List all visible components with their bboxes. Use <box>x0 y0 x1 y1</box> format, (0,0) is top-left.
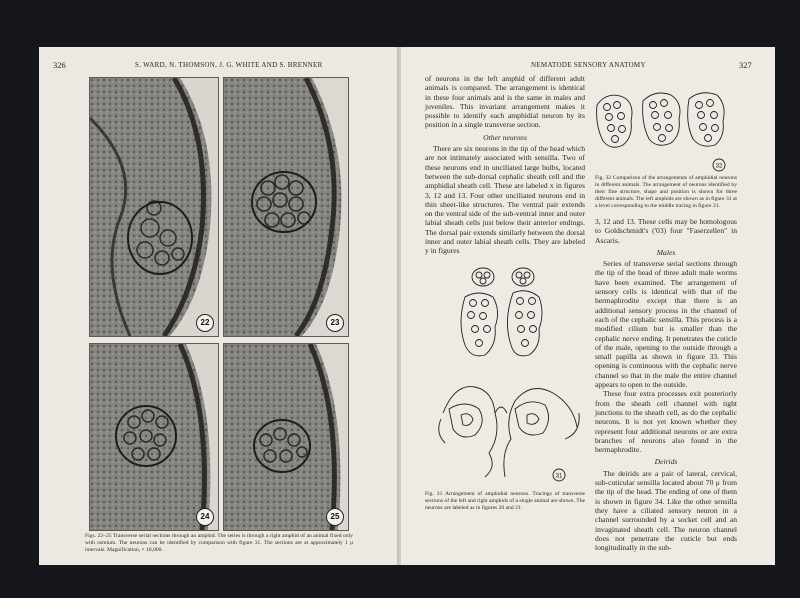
column-right <box>595 217 737 552</box>
paragraph-faserzellen: 3, 12 and 13. These cells may be homologous to Goldschmidt's ('03) four "Faserzellen" in Ascaris. <box>595 217 737 245</box>
paragraph-deirids: The deirids are a pair of lateral, cervical, sub-cuticular sensilla located about 70 μ from the tip of the head. The ending of one of them is shown in figure 34. Like the other sensilla they have a ciliated sensory neuron in a channel surrounded by a socket cell and an invaginated sheath cell. The neuron channel does not penetrate the cuticle but ends longitudinally in the sub- <box>595 468 737 553</box>
micrograph-23 <box>224 78 348 336</box>
figure-23 <box>223 77 349 337</box>
heading-other-neurons: Other neurons <box>483 132 527 142</box>
figure-caption-32: Fig. 32 Comparison of the arrangements of amphidial neurons in different animals. The arrangement of neurons identified by their fine structure, shape and position is shown for three different animals. The left amphids are shown as in figure 31 at a level corresponding to the middle tracing in figure 31. <box>595 175 737 209</box>
heading-deirids: Deirids <box>654 457 678 467</box>
figure-31 <box>435 263 585 489</box>
micrograph-25 <box>224 344 348 530</box>
figure-32-tracings <box>593 85 733 173</box>
paragraph-other-neurons: There are six neurons in the tip of the head which are not intimately associated with sensilla. Two of these neurons end in unciliated large bulbs, located between the sub-dorsal cephalic sheath cell and the amphidial sheath cell. These are labeled x in figures 3, 12 and 13. Four other unciliated neurons end in thin sheet-like structures. The ventral pair extends on the ventral side of the sub-ventral inner and outer labial sheath cells just below their anterior endings. The dorsal pair extends similarly between the dorsal inner and outer labial sheath cells. They are labeled y in figures <box>425 144 585 256</box>
figure-22 <box>89 77 219 337</box>
figure-31-tracings <box>435 263 585 489</box>
left-page <box>39 47 399 565</box>
heading-males: Males <box>656 247 676 257</box>
figure-25 <box>223 343 349 531</box>
micrograph-24 <box>90 344 218 530</box>
paragraph-males-2: These four extra processes exit posteriorly from the sheath cell channel with tight junctions to the sheath cell, as do the cephalic neurons. It is not yet known whether they represent four additional neurons or are extra branches of neurons also found in the hermaphrodite. <box>595 389 737 455</box>
figure-32-number: 32 <box>715 163 723 170</box>
running-head-right: NEMATODE SENSORY ANATOMY <box>531 61 646 69</box>
column-left <box>425 74 585 256</box>
running-head-left: S. WARD, N. THOMSON, J. G. WHITE AND S. BRENNER <box>135 61 323 69</box>
figure-31-number: 31 <box>555 473 563 480</box>
figure-number-23: 23 <box>326 314 344 332</box>
figure-caption-22-25: Figs. 22–25 Transverse serial sections through an amphid. The series is through a right amphid of an animal fixed only with osmium. The neurons can be identified by comparison with figure 31. The sections are at approximately 1 μ intervals. Magnification, × 18,000. <box>85 533 353 553</box>
figure-number-24: 24 <box>196 508 214 526</box>
figure-number-25: 25 <box>326 508 344 526</box>
paragraph-males: Series of transverse serial sections through the tip of the head of three adult male worms have been examined. The arrangement of sensory cells is identical with that of the hermaphrodite except that there is an additional sensory process in the channel of each of the cephalic sensilla. This process is a modified cilium but is smaller than the cephalic nerve ending. It penetrates the cuticle of the male, opening to the outside through a small papilla as shown in figure 33. This opening is continuous with the cephalic nerve channel so that in the male the entire channel appears to open to the outside. <box>595 259 737 390</box>
paragraph-amphid-arrangement: of neurons in the left amphid of different adult animals is compared. The arrangement is identical in these four animals and is the same in males and juveniles. This invariant arrangement makes it possible to identify each amphidial neuron by its position in a single transverse section. <box>425 74 585 130</box>
page-number-right: 327 <box>739 60 752 70</box>
page-number-left: 326 <box>53 60 66 70</box>
micrograph-22 <box>90 78 218 336</box>
figure-caption-31: Fig. 31 Arrangement of amphidial neurons. Tracings of transverse sections of the left and right amphids of a single animal are shown. The neurons are labeled as in figures 20 and 21. <box>425 491 585 511</box>
right-page <box>401 47 775 565</box>
figure-32 <box>593 85 733 173</box>
figure-number-22: 22 <box>196 314 214 332</box>
figure-24 <box>89 343 219 531</box>
